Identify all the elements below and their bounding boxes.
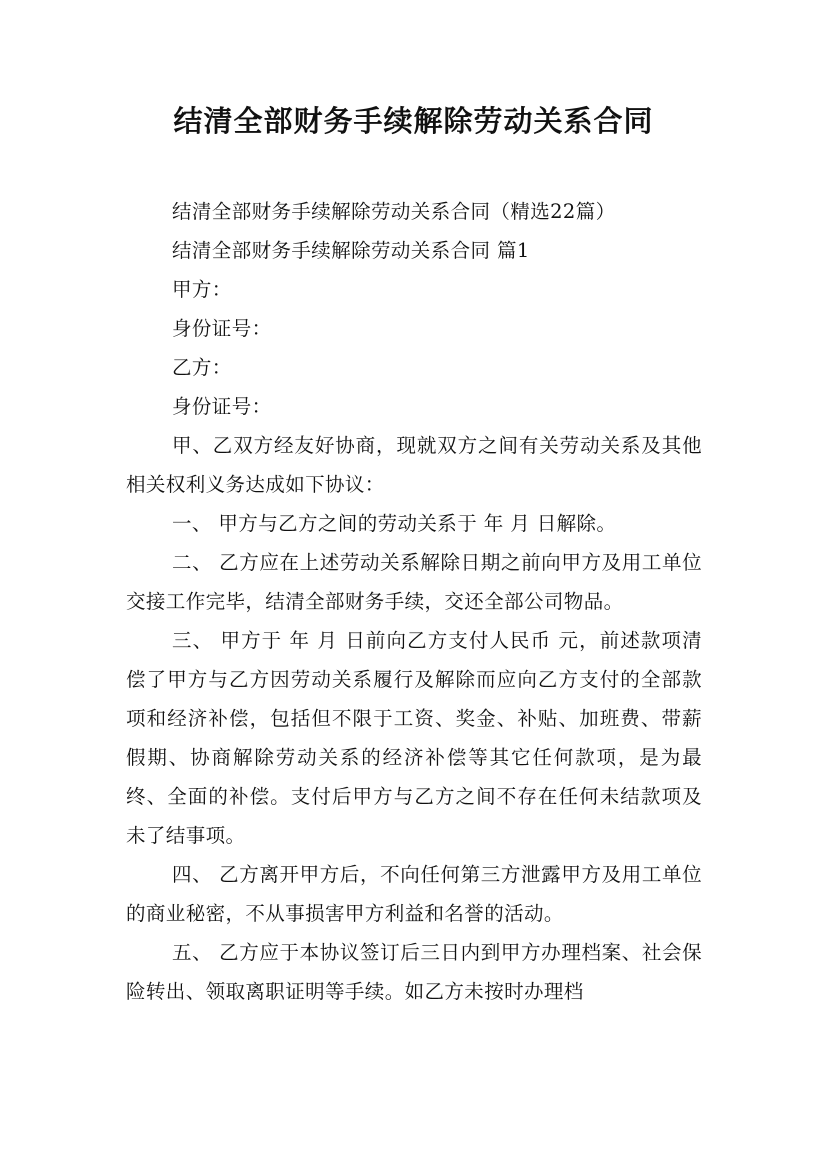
- document-body: [126, 192, 702, 1011]
- paragraph-subtitle: 结清全部财务手续解除劳动关系合同（精选22篇）: [172, 200, 616, 223]
- document-title: 结清全部财务手续解除劳动关系合同: [173, 104, 654, 138]
- paragraph-clause-5: 五、 乙方应于本协议签订后三日内到甲方办理档案、社会保险转出、领取离职证明等手续。如乙方未按时办理档: [126, 941, 702, 1003]
- paragraph-party-b-id: 身份证号：: [172, 395, 272, 418]
- paragraph-section-heading: 结清全部财务手续解除劳动关系合同 篇1: [172, 239, 530, 262]
- paragraph-party-b: 乙方：: [172, 356, 232, 379]
- paragraph-party-a-id: 身份证号：: [172, 317, 272, 340]
- paragraph-intro: 甲、乙双方经友好协商，现就双方之间有关劳动关系及其他相关权利义务达成如下协议：: [126, 434, 702, 496]
- paragraph-clause-2: 二、 乙方应在上述劳动关系解除日期之前向甲方及用工单位交接工作完毕，结清全部财务手续，交还全部公司物品。: [126, 551, 702, 613]
- paragraph-clause-3: 三、 甲方于 年 月 日前向乙方支付人民币 元，前述款项清偿了甲方与乙方因劳动关系履行及解除而应向乙方支付的全部款项和经济补偿，包括但不限于工资、奖金、补贴、加班费、带薪假期、协商解除劳动关系的经济补偿等其它任何款项，是为最终、全面的补偿。支付后甲方与乙方之间不存在任何未结款项及未了结事项。: [126, 629, 702, 847]
- paragraph-clause-4: 四、 乙方离开甲方后，不向任何第三方泄露甲方及用工单位的商业秘密，不从事损害甲方利益和名誉的活动。: [126, 863, 702, 925]
- paragraph-clause-1: 一、 甲方与乙方之间的劳动关系于 年 月 日解除。: [172, 512, 617, 535]
- paragraph-party-a: 甲方：: [172, 278, 232, 301]
